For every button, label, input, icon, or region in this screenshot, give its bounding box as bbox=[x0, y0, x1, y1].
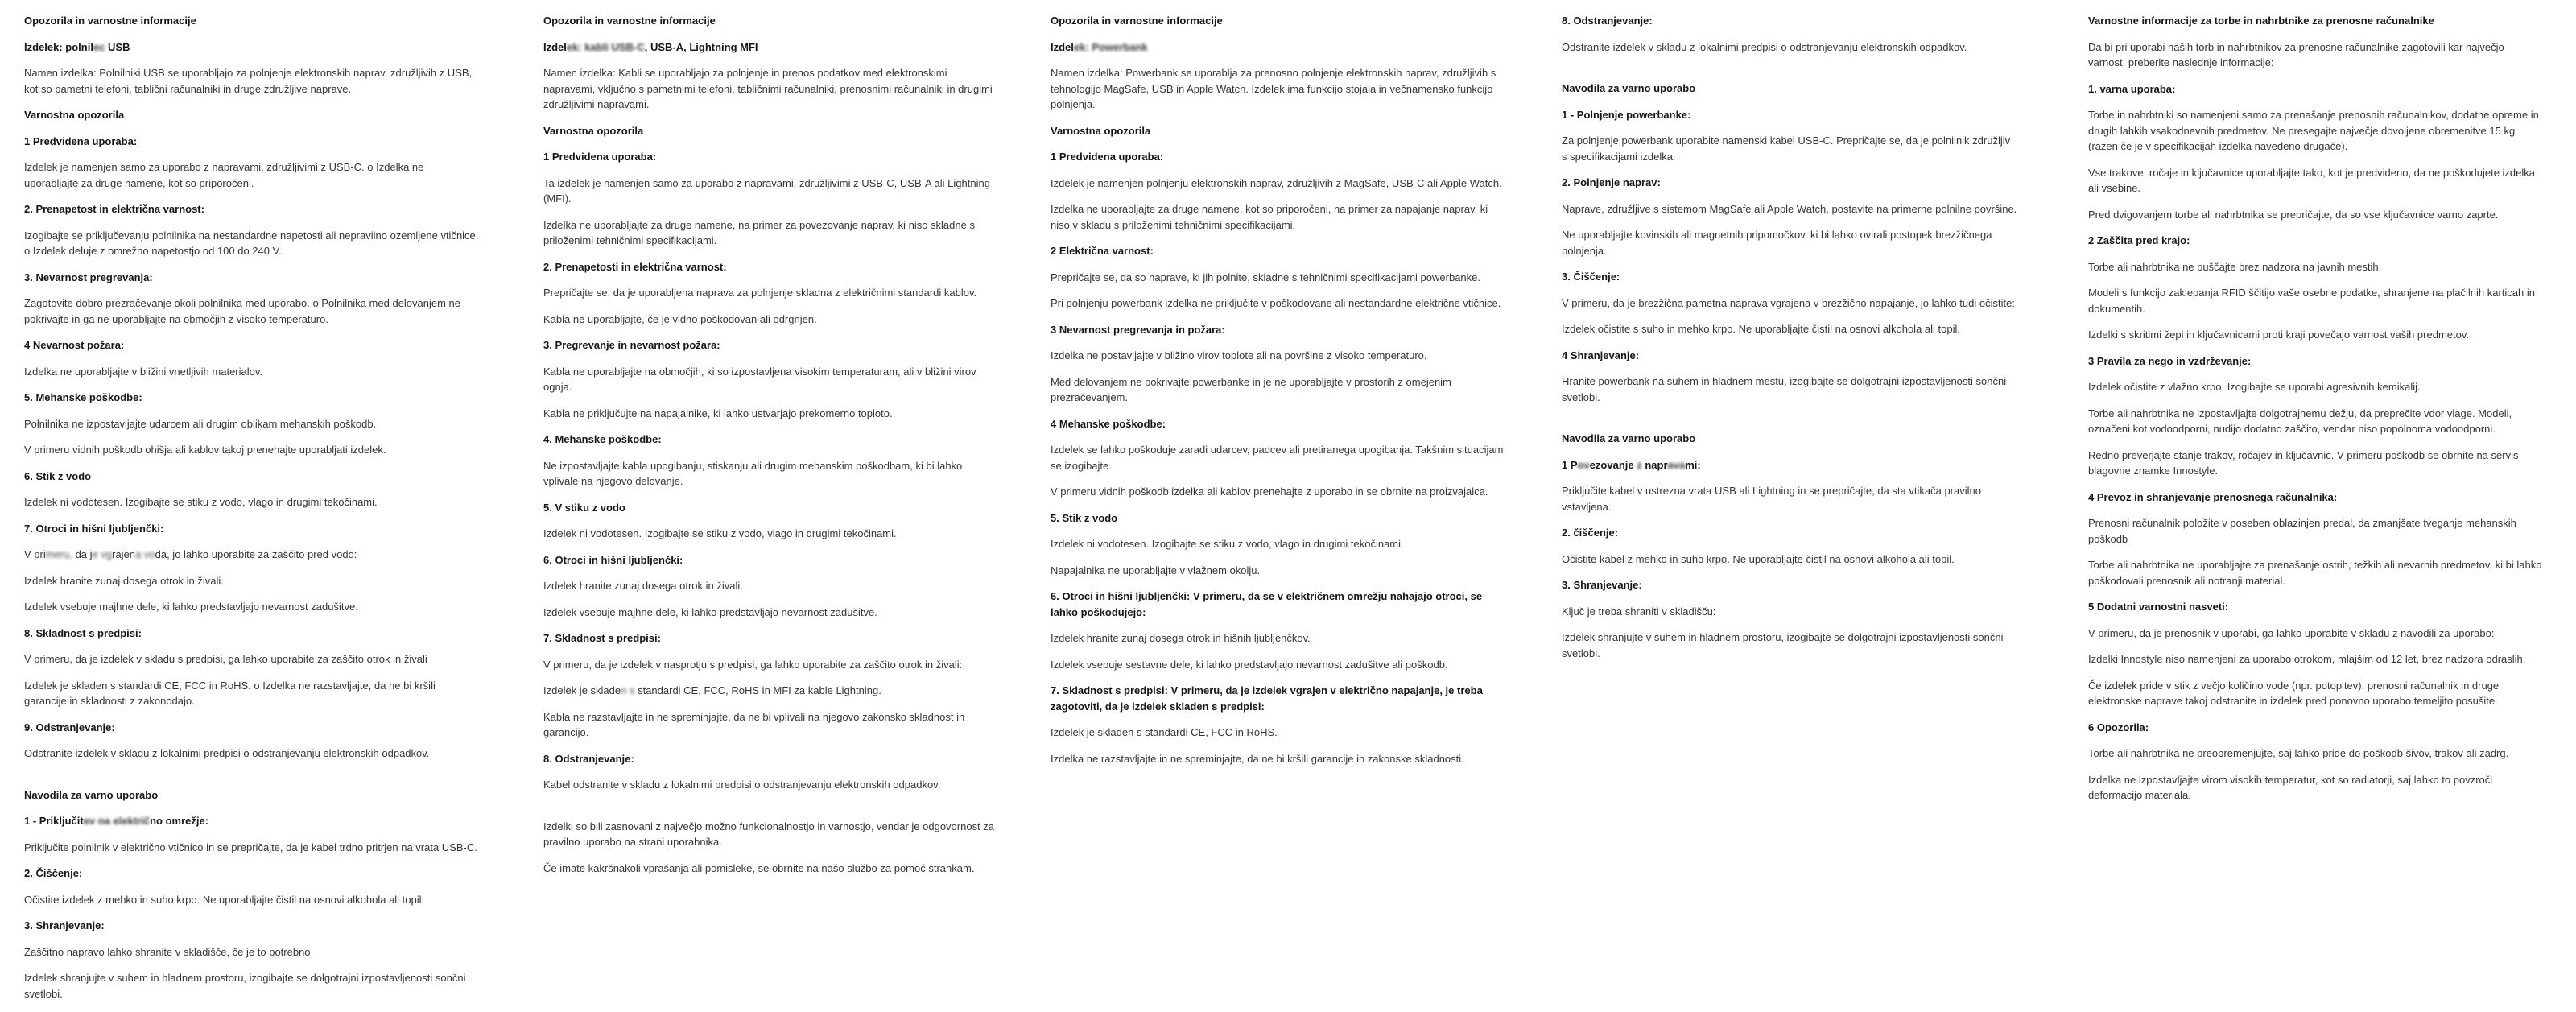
text-segment: 2. Polnjenje naprav: bbox=[1562, 176, 1661, 188]
section-heading bbox=[24, 201, 480, 217]
text-segment: 7. Skladnost s predpisi: V primeru, da je izdelek vgrajen v električno napajanje, je treba zagotoviti, da je izdelek skladen s predpisi: bbox=[1051, 684, 1483, 713]
section-heading bbox=[543, 432, 999, 448]
text-segment: Opozorila in varnostne informacije bbox=[1051, 14, 1223, 27]
paragraph bbox=[2088, 678, 2544, 709]
section-heading bbox=[1051, 322, 1506, 338]
section-heading bbox=[24, 270, 480, 286]
paragraph bbox=[24, 364, 480, 380]
paragraph bbox=[1051, 484, 1506, 500]
text-segment: Izdelka ne izpostavljajte virom visokih temperatur, kot so radiatorji, saj lahko to povzroči deformacijo materiala. bbox=[2088, 773, 2493, 801]
paragraph bbox=[1051, 725, 1506, 741]
paragraph bbox=[1562, 39, 2017, 56]
paragraph bbox=[1562, 630, 2017, 661]
section-heading bbox=[1562, 175, 2017, 191]
paragraph bbox=[1051, 751, 1506, 767]
text-segment: 6. Otroci in hišni ljubljenčki: V primeru, da se v električnem omrežju nahajajo otroci, se lahko poškodujejo: bbox=[1051, 590, 1483, 618]
text-segment: 4 Nevarnost požara: bbox=[24, 339, 125, 351]
text-segment: , USB-A, Lightning MFI bbox=[644, 40, 758, 53]
section-heading bbox=[543, 500, 999, 516]
text-segment: Ne uporabljajte kovinskih ali magnetnih pripomočkov, ki bi lahko ovirali postopek brezžičnega polnjenja. bbox=[1562, 229, 1992, 257]
paragraph bbox=[1051, 657, 1506, 673]
section-heading bbox=[1051, 123, 1506, 139]
text-segment: Izdelki so bili zasnovani z največjo možno funkcionalnostjo in varnostjo, vendar je odgovornost za pravilno uporabo na strani uporabnika. bbox=[543, 820, 995, 848]
section-spacer bbox=[1562, 65, 2017, 81]
text-segment: 5. Stik z vodo bbox=[1051, 511, 1118, 524]
blurred-text-segment: a vo bbox=[135, 548, 155, 560]
column-powerbank-cable-instructions bbox=[1562, 13, 2017, 671]
text-segment: 3. Shranjevanje: bbox=[1562, 579, 1642, 591]
text-segment: Priključite kabel v ustrezna vrata USB ali Lightning in se prepričajte, da sta vtikača pravilno vstavljena. bbox=[1562, 485, 1981, 513]
text-segment: V primeru, da je izdelek v nasprotju s predpisi, ga lahko uporabite za zaščito otrok in živali: bbox=[543, 658, 963, 671]
text-segment: 8. Odstranjevanje: bbox=[543, 752, 634, 765]
text-segment: Izdelek je namenjen samo za uporabo z napravami, združljivimi z USB-C. o Izdelka ne uporabljajte za druge namene, kot so priporočeni. bbox=[24, 161, 424, 189]
column-laptop-bags-safety bbox=[2088, 13, 2544, 814]
section-heading bbox=[24, 39, 480, 56]
text-segment: Namen izdelka: Polnilniki USB se uporabljajo za polnjenje elektronskih naprav, združljivih z USB, kot so pametni telefoni, tablični računalniki in druge združljive naprave. bbox=[24, 67, 473, 95]
section-heading bbox=[1051, 416, 1506, 432]
text-segment: 3 Nevarnost pregrevanja in požara: bbox=[1051, 323, 1225, 336]
section-heading bbox=[2088, 13, 2544, 29]
section-heading bbox=[1562, 13, 2017, 29]
paragraph bbox=[2088, 448, 2544, 479]
paragraph bbox=[2088, 515, 2544, 547]
text-segment: Izdelek hranite zunaj dosega otrok in živali. bbox=[24, 574, 224, 587]
section-heading bbox=[24, 918, 480, 934]
text-segment: no omrežje: bbox=[150, 815, 209, 827]
section-spacer bbox=[24, 772, 480, 787]
column-usb-charger-warnings bbox=[24, 13, 480, 1012]
section-heading bbox=[1051, 243, 1506, 259]
text-segment: Izdelki Innostyle niso namenjeni za uporabo otrokom, mlajšim od 12 let, brez nadzora odraslih. bbox=[2088, 653, 2526, 665]
paragraph bbox=[2088, 406, 2544, 437]
paragraph bbox=[1562, 604, 2017, 620]
text-segment: Navodila za varno uporabo bbox=[1562, 432, 1696, 444]
text-segment: Kabla ne priključujte na napajalnike, ki lahko ustvarjajo prekomerno toploto. bbox=[543, 407, 893, 419]
text-segment: 5 Dodatni varnostni nasveti: bbox=[2088, 601, 2229, 613]
paragraph bbox=[1562, 133, 2017, 164]
text-segment: Namen izdelka: Kabli se uporabljajo za polnjenje in prenos podatkov med elektronskimi napravami, vključno s pametnimi telefoni, tabličnimi računalniki, prenosnimi računalniki in drugimi združljivimi napravami. bbox=[543, 67, 993, 110]
section-heading bbox=[543, 13, 999, 29]
text-segment: Hranite powerbank na suhem in hladnem mestu, izogibajte se dolgotrajni izpostavljenosti sončni svetlobi. bbox=[1562, 375, 2007, 403]
section-heading bbox=[2088, 233, 2544, 249]
text-segment: Izdelek: polnil bbox=[24, 40, 93, 53]
paragraph bbox=[543, 364, 999, 395]
paragraph bbox=[24, 746, 480, 762]
paragraph bbox=[24, 944, 480, 960]
paragraph bbox=[543, 458, 999, 489]
text-segment: 4. Mehanske poškodbe: bbox=[543, 433, 662, 445]
text-segment: Izdelek ni vodotesen. Izogibajte se stiku z vodo, vlago in drugimi tekočinami. bbox=[1051, 538, 1404, 550]
text-segment: Namen izdelka: Powerbank se uporablja za prenosno polnjenje elektronskih naprav, združljivih s tehnologijo MagSafe, USB in Apple Watch. Izdelek ima funkcijo stojala in večnamensko funkcijo polnjenja. bbox=[1051, 67, 1496, 110]
paragraph bbox=[24, 573, 480, 589]
paragraph bbox=[1562, 321, 2017, 337]
paragraph bbox=[2088, 107, 2544, 155]
paragraph bbox=[543, 176, 999, 207]
section-heading bbox=[543, 552, 999, 568]
text-segment: Prenosni računalnik položite v poseben oblazinjen predal, da zmanjšate tveganje mehanskih poškodb bbox=[2088, 517, 2516, 545]
text-segment: 1 - Priključit bbox=[24, 815, 84, 827]
section-spacer bbox=[543, 803, 999, 819]
paragraph bbox=[1562, 483, 2017, 514]
text-segment: 2. čiščenje: bbox=[1562, 527, 1619, 539]
paragraph bbox=[543, 285, 999, 301]
text-segment: Ne izpostavljajte kabla upogibanju, stiskanju ali drugim mehanskim poškodbam, ki bi lahko vplivale na njegovo delovanje. bbox=[543, 459, 963, 487]
section-heading bbox=[2088, 489, 2544, 506]
blurred-text-segment: n s bbox=[621, 684, 635, 696]
section-heading bbox=[543, 751, 999, 767]
paragraph bbox=[2088, 327, 2544, 343]
text-segment: Izdelek ni vodotesen. Izogibajte se stiku z vodo, vlago in drugimi tekočinami. bbox=[543, 527, 897, 539]
blurred-text-segment: meru, bbox=[45, 548, 72, 560]
text-segment: 1 P bbox=[1562, 458, 1578, 471]
text-segment: Izdelek vsebuje majhne dele, ki lahko predstavljajo nevarnost zadušitve. bbox=[543, 605, 877, 618]
blurred-text-segment: ek: Powerbank bbox=[1073, 40, 1148, 53]
paragraph bbox=[543, 605, 999, 621]
text-segment: 1. varna uporaba: bbox=[2088, 82, 2176, 95]
section-heading bbox=[1562, 577, 2017, 593]
text-segment: Ključ je treba shraniti v skladišču: bbox=[1562, 605, 1716, 618]
text-segment: Torbe ali nahrbtnika ne puščajte brez nadzora na javnih mestih. bbox=[2088, 260, 2382, 273]
text-segment: ezovanje bbox=[1589, 458, 1637, 471]
text-segment: 1 - Polnjenje powerbanke: bbox=[1562, 108, 1691, 121]
text-segment: 5. Mehanske poškodbe: bbox=[24, 391, 142, 403]
text-segment: Izdelek shranjujte v suhem in hladnem prostoru, izogibajte se dolgotrajni izpostavljenosti sončni svetlobi. bbox=[24, 972, 466, 1000]
text-segment: Torbe ali nahrbtnika ne preobremenjujte, saj lahko pride do poškodb šivov, trakov ali zadrg. bbox=[2088, 747, 2509, 759]
blurred-text-segment: ek: kabli USB-C bbox=[566, 40, 645, 53]
paragraph bbox=[2088, 165, 2544, 196]
text-segment: Prepričajte se, da so naprave, ki jih polnite, skladne s tehničnimi specifikacijami powerbanke. bbox=[1051, 271, 1480, 283]
section-heading bbox=[2088, 353, 2544, 370]
text-segment: 1 Predvidena uporaba: bbox=[24, 134, 138, 147]
text-segment: V primeru, da je prenosnik v uporabi, ga lahko uporabite v skladu z navodili za uporabo: bbox=[2088, 626, 2495, 639]
paragraph bbox=[1051, 563, 1506, 579]
text-segment: Izdelek hranite zunaj dosega otrok in hišnih ljubljenčkov. bbox=[1051, 632, 1311, 644]
column-powerbank-warnings bbox=[1051, 13, 1506, 777]
text-segment: Torbe ali nahrbtnika ne izpostavljajte dolgotrajnemu dežju, da preprečite vdor vlage. Modeli, označeni kot vodoodporni, nudijo dodatno zaščito, vendar niso popolnoma vodoodporni. bbox=[2088, 407, 2512, 435]
section-heading bbox=[1562, 348, 2017, 364]
text-segment: Izogibajte se priključevanju polnilnika na nestandardne napetosti ali nepravilno ozemljene vtičnice. o Izdelek deluje z omrežno napetostjo od 100 do 240 V. bbox=[24, 229, 479, 257]
text-segment: 6. Otroci in hišni ljubljenčki: bbox=[543, 553, 683, 566]
text-segment: Navodila za varno uporabo bbox=[1562, 82, 1696, 94]
section-heading bbox=[543, 39, 999, 56]
text-segment: da, jo lahko uporabite za zaščito pred vodo: bbox=[155, 548, 357, 560]
text-segment: Izdelek je skladen s standardi CE, FCC in RoHS. o Izdelka ne razstavljajte, da ne bi kršili garancije in skladnosti z zakonodajo. bbox=[24, 679, 436, 707]
section-heading bbox=[1051, 683, 1506, 714]
text-segment: Izdelka ne postavljajte v bližino virov toplote ali na površine z visoko temperaturo. bbox=[1051, 349, 1427, 361]
section-heading bbox=[24, 865, 480, 882]
paragraph bbox=[1562, 374, 2017, 405]
text-segment: 4 Shranjevanje: bbox=[1562, 349, 1640, 361]
text-segment: V primeru, da je izdelek v skladu s predpisi, ga lahko uporabite za zaščito otrok in živali bbox=[24, 653, 427, 665]
text-segment: Kabla ne uporabljajte, če je vidno poškodovan ali odrgnjen. bbox=[543, 312, 817, 325]
text-segment: Očistite izdelek z mehko in suho krpo. Ne uporabljajte čistil na osnovi alkohola ali topil. bbox=[24, 893, 425, 906]
paragraph bbox=[543, 683, 999, 699]
text-segment: Izdelek hranite zunaj dosega otrok in živali. bbox=[543, 580, 743, 592]
paragraph bbox=[543, 217, 999, 249]
text-segment: Da bi pri uporabi naših torb in nahrbtnikov za prenosne računalnike zagotovili kar največjo varnost, preberite naslednje informacije: bbox=[2088, 40, 2504, 68]
paragraph bbox=[1051, 348, 1506, 364]
text-segment: Izdelek ni vodotesen. Izogibajte se stiku z vodo, vlago in drugimi tekočinami. bbox=[24, 496, 378, 508]
paragraph bbox=[2088, 651, 2544, 667]
text-segment: Izdelek vsebuje majhne dele, ki lahko predstavljajo nevarnost zadušitve. bbox=[24, 601, 358, 613]
paragraph bbox=[24, 494, 480, 510]
text-segment: 3 Pravila za nego in vzdrževanje: bbox=[2088, 354, 2252, 367]
text-segment: 9. Odstranjevanje: bbox=[24, 721, 115, 733]
paragraph bbox=[2088, 207, 2544, 223]
paragraph bbox=[543, 526, 999, 542]
section-heading bbox=[24, 390, 480, 406]
section-heading bbox=[543, 123, 999, 139]
text-segment: Izdelek vsebuje sestavne dele, ki lahko predstavljajo nevarnost zadušitve ali poškodb. bbox=[1051, 658, 1448, 671]
text-segment: Če imate kakršnakoli vprašanja ali pomisleke, se obrnite na našo službo za pomoč strankam. bbox=[543, 861, 975, 874]
text-segment: Varnostne informacije za torbe in nahrbtnike za prenosne računalnike bbox=[2088, 14, 2434, 27]
paragraph bbox=[543, 709, 999, 741]
text-segment: Varnostna opozorila bbox=[24, 109, 125, 121]
text-segment: Varnostna opozorila bbox=[1051, 124, 1151, 137]
text-segment: 1 Predvidena uporaba: bbox=[1051, 151, 1164, 163]
paragraph bbox=[1562, 227, 2017, 258]
paragraph bbox=[1051, 295, 1506, 312]
section-heading bbox=[1051, 13, 1506, 29]
text-segment: Torbe in nahrbtniki so namenjeni samo za prenašanje prenosnih računalnikov, dodatne opreme in drugih lahkih vsakodnevnih predmetov. Ne presegajte največje dovoljene obremenitve 15 kg (razen če je v specifikacijah izdelka navedeno drugače). bbox=[2088, 109, 2539, 152]
text-segment: Kabla ne uporabljajte na območjih, ki so izpostavljena visokim temperaturam, ali v bližini virov ognja. bbox=[543, 365, 976, 393]
text-segment: da j bbox=[72, 548, 93, 560]
paragraph bbox=[1562, 295, 2017, 312]
text-segment: Opozorila in varnostne informacije bbox=[543, 14, 716, 27]
paragraph bbox=[1562, 201, 2017, 217]
text-segment: 4 Mehanske poškodbe: bbox=[1051, 417, 1166, 430]
text-segment: 2 Električna varnost: bbox=[1051, 245, 1154, 257]
text-segment: 8. Odstranjevanje: bbox=[1562, 14, 1653, 27]
text-segment: Izdelka ne razstavljajte in ne spreminjajte, da ne bi kršili garancije in zakonske skladnosti. bbox=[1051, 752, 1464, 765]
text-segment: 5. V stiku z vodo bbox=[543, 501, 625, 514]
paragraph bbox=[2088, 379, 2544, 395]
text-segment: Prepričajte se, da je uporabljena naprava za polnjenje skladna z električnimi standardi kablov. bbox=[543, 287, 977, 299]
section-heading bbox=[24, 626, 480, 642]
text-segment: Opozorila in varnostne informacije bbox=[24, 14, 196, 27]
blurred-text-segment: ec bbox=[93, 40, 105, 53]
text-segment: Polnilnika ne izpostavljajte udarcem ali drugim oblikam mehanskih poškodb. bbox=[24, 417, 377, 430]
text-segment: Varnostna opozorila bbox=[543, 124, 644, 137]
section-heading bbox=[2088, 599, 2544, 615]
text-segment: 8. Skladnost s predpisi: bbox=[24, 626, 142, 639]
text-segment: 3. Čiščenje: bbox=[1562, 271, 1620, 283]
text-segment: Izdelek je sklade bbox=[543, 684, 621, 696]
text-segment: Ta izdelek je namenjen samo za uporabo z napravami, združljivimi z USB-C, USB-A ali Lightning (MFI). bbox=[543, 176, 990, 204]
text-segment: Naprave, združljive s sistemom MagSafe ali Apple Watch, postavite na primerne polnilne površine. bbox=[1562, 202, 2017, 215]
text-segment: rajen bbox=[112, 548, 136, 560]
section-heading bbox=[1562, 431, 2017, 447]
text-segment: 6 Opozorila: bbox=[2088, 721, 2149, 733]
text-segment: Modeli s funkcijo zaklepanja RFID ščitijo vaše osebne podatke, shranjene na plačilnih karticah in dokumentih. bbox=[2088, 287, 2535, 315]
section-heading bbox=[1051, 510, 1506, 527]
section-heading bbox=[24, 134, 480, 150]
text-segment: 1 Predvidena uporaba: bbox=[543, 151, 657, 163]
text-segment: napr bbox=[1641, 458, 1668, 471]
section-heading bbox=[1051, 589, 1506, 620]
text-segment: Redno preverjajte stanje trakov, ročajev in ključavnic. V primeru poškodb se obrnite na servis blagovne znamke Innostyle. bbox=[2088, 448, 2519, 477]
text-segment: 3. Shranjevanje: bbox=[24, 919, 105, 931]
section-heading bbox=[2088, 720, 2544, 736]
paragraph bbox=[24, 840, 480, 856]
section-heading bbox=[1562, 107, 2017, 123]
text-segment: Torbe ali nahrbtnika ne uporabljajte za prenašanje ostrih, težkih ali nevarnih predmetov, ki bi lahko poškodovali prenosnik ali notranji material. bbox=[2088, 559, 2542, 587]
text-segment: Kabel odstranite v skladu z lokalnimi predpisi o odstranjevanju elektronskih odpadkov. bbox=[543, 779, 941, 791]
text-segment: 4 Prevoz in shranjevanje prenosnega računalnika: bbox=[2088, 490, 2338, 503]
section-heading bbox=[24, 107, 480, 123]
text-segment: Izdelka ne uporabljajte za druge namene, kot so priporočeni, na primer za napajanje naprav, ki niso v skladu s priloženimi tehničnimi specifikacijami. bbox=[1051, 203, 1488, 231]
text-segment: Izdelek očistite z vlažno krpo. Izogibajte se uporabi agresivnih kemikalij. bbox=[2088, 381, 2421, 393]
text-segment: Zaščitno napravo lahko shranite v skladišče, če je to potrebno bbox=[24, 945, 311, 958]
section-heading bbox=[24, 720, 480, 736]
paragraph bbox=[2088, 39, 2544, 71]
text-segment: 2. Prenapetosti in električna varnost: bbox=[543, 260, 727, 273]
section-heading bbox=[24, 469, 480, 485]
blurred-text-segment: z bbox=[1637, 458, 1642, 471]
paragraph bbox=[1051, 270, 1506, 286]
section-heading bbox=[543, 149, 999, 165]
paragraph bbox=[24, 65, 480, 97]
section-heading bbox=[24, 521, 480, 537]
text-segment: V primeru vidnih poškodb izdelka ali kablov prenehajte z uporabo in se obrnite na proizvajalca. bbox=[1051, 485, 1488, 498]
paragraph bbox=[2088, 259, 2544, 275]
paragraph bbox=[24, 442, 480, 458]
paragraph bbox=[2088, 626, 2544, 642]
paragraph bbox=[1051, 630, 1506, 646]
section-heading bbox=[1562, 457, 2017, 473]
paragraph bbox=[24, 651, 480, 667]
text-segment: Za polnjenje powerbank uporabite namenski kabel USB-C. Prepričajte se, da je polnilnik združljiv s specifikacijami izdelka. bbox=[1562, 134, 2011, 163]
text-segment: Vse trakove, ročaje in ključavnice uporabljajte tako, kot je predvideno, da ne poškodujete izdelka ali vsebine. bbox=[2088, 166, 2536, 194]
text-segment: Priključite polnilnik v električno vtičnico in se prepričajte, da je kabel trdno pritrjen na vrata USB-C. bbox=[24, 841, 477, 853]
paragraph bbox=[1051, 65, 1506, 113]
blurred-text-segment: ava bbox=[1667, 458, 1686, 471]
text-segment: Pri polnjenju powerbank izdelka ne priključite v poškodovane ali nestandardne električne vtičnice. bbox=[1051, 297, 1501, 309]
text-segment: Izdelek se lahko poškoduje zaradi udarcev, padcev ali pretiranega upogibanja. Takšnim situacijam se izogibajte. bbox=[1051, 444, 1504, 472]
section-heading bbox=[24, 813, 480, 829]
paragraph bbox=[543, 406, 999, 422]
paragraph bbox=[1051, 442, 1506, 473]
paragraph bbox=[1051, 536, 1506, 552]
text-segment: Izdelka ne uporabljajte za druge namene, na primer za povezovanje naprav, ki niso skladne s priloženimi tehničnimi specifikacijami. bbox=[543, 218, 975, 246]
paragraph bbox=[24, 678, 480, 709]
text-segment: Izdelka ne uporabljajte v bližini vnetljivih materialov. bbox=[24, 365, 263, 378]
text-segment: Izdelek shranjujte v suhem in hladnem prostoru, izogibajte se dolgotrajni izpostavljenosti sončni svetlobi. bbox=[1562, 631, 2004, 659]
paragraph bbox=[24, 228, 480, 259]
text-segment: 6. Stik z vodo bbox=[24, 469, 92, 482]
paragraph bbox=[1051, 176, 1506, 192]
text-segment: Očistite kabel z mehko in suho krpo. Ne uporabljajte čistil na osnovi alkohola ali topil. bbox=[1562, 552, 1955, 565]
text-segment: Pred dvigovanjem torbe ali nahrbtnika se prepričajte, da so vse ključavnice varno zaprte. bbox=[2088, 208, 2499, 221]
section-heading bbox=[543, 630, 999, 646]
text-segment: Napajalnika ne uporabljajte v vlažnem okolju. bbox=[1051, 564, 1261, 576]
text-segment: Med delovanjem ne pokrivajte powerbanke in je ne uporabljajte v prostorih z omejenim prezračevanjem. bbox=[1051, 375, 1451, 403]
text-segment: Izdelek očistite s suho in mehko krpo. Ne uporabljajte čistil na osnovi alkohola ali topil. bbox=[1562, 323, 1960, 335]
text-segment: Odstranite izdelek v skladu z lokalnimi predpisi o odstranjevanju elektronskih odpadkov. bbox=[1562, 40, 1967, 53]
section-heading bbox=[1562, 81, 2017, 97]
text-segment: V pri bbox=[24, 548, 46, 560]
text-segment: Če izdelek pride v stik z večjo količino vode (npr. potopitev), prenosni računalnik in druge elektronske naprave takoj odstranite in izdelek pred ponovno uporabo temeljito posušite. bbox=[2088, 679, 2500, 707]
text-segment: 7. Otroci in hišni ljubljenčki: bbox=[24, 522, 164, 535]
blurred-text-segment: ev na električ bbox=[83, 815, 151, 827]
text-segment: Izdel bbox=[1051, 40, 1074, 53]
paragraph bbox=[24, 295, 480, 327]
text-segment: 2. Prenapetost in električna varnost: bbox=[24, 203, 204, 215]
paragraph bbox=[2088, 557, 2544, 589]
paragraph bbox=[24, 599, 480, 615]
paragraph bbox=[24, 159, 480, 191]
section-heading bbox=[2088, 81, 2544, 97]
text-segment: USB bbox=[105, 40, 130, 53]
section-heading bbox=[1562, 269, 2017, 285]
text-segment: 3. Nevarnost pregrevanja: bbox=[24, 271, 153, 283]
section-heading bbox=[24, 13, 480, 29]
paragraph bbox=[543, 861, 999, 877]
paragraph bbox=[543, 65, 999, 113]
text-segment: 2. Čiščenje: bbox=[24, 867, 83, 879]
paragraph bbox=[24, 547, 480, 563]
text-segment: Izdelki s skritimi žepi in ključavnicami proti kraji povečajo varnost vaših predmetov. bbox=[2088, 328, 2469, 341]
paragraph bbox=[543, 578, 999, 594]
paragraph bbox=[1051, 201, 1506, 233]
section-heading bbox=[1051, 149, 1506, 165]
section-heading bbox=[24, 337, 480, 353]
text-segment: Zagotovite dobro prezračevanje okoli polnilnika med uporabo. o Polnilnika med delovanjem ne pokrivajte in ga ne uporabljajte na območjih z visoko temperaturo. bbox=[24, 297, 460, 325]
paragraph bbox=[1562, 551, 2017, 568]
text-segment: 2 Zaščita pred krajo: bbox=[2088, 234, 2190, 246]
blurred-text-segment: e vg bbox=[92, 548, 113, 560]
paragraph bbox=[24, 416, 480, 432]
paragraph bbox=[2088, 772, 2544, 803]
text-segment: mi: bbox=[1685, 458, 1701, 471]
paragraph bbox=[543, 777, 999, 793]
paragraph bbox=[543, 819, 999, 850]
paragraph bbox=[24, 892, 480, 908]
text-segment: Izdelek je namenjen polnjenju elektronskih naprav, združljivih z MagSafe, USB-C ali Apple Watch. bbox=[1051, 176, 1502, 189]
text-segment: 7. Skladnost s predpisi: bbox=[543, 632, 661, 644]
paragraph bbox=[543, 657, 999, 673]
text-segment: V primeru, da je brezžična pametna naprava vgrajena v brezžično napajanje, jo lahko tudi očistite: bbox=[1562, 296, 2015, 309]
section-heading bbox=[1051, 39, 1506, 56]
section-heading bbox=[543, 337, 999, 353]
text-segment: Kabla ne razstavljajte in ne spreminjajte, da ne bi vplivali na njegovo zakonsko skladnost in garancijo. bbox=[543, 710, 965, 738]
text-segment: Odstranite izdelek v skladu z lokalnimi predpisi o odstranjevanju elektronskih odpadkov. bbox=[24, 747, 430, 759]
blurred-text-segment: ov bbox=[1577, 458, 1590, 471]
text-segment: 3. Pregrevanje in nevarnost požara: bbox=[543, 339, 720, 351]
text-segment: standardi CE, FCC, RoHS in MFI za kable Lightning. bbox=[634, 684, 881, 696]
paragraph bbox=[2088, 285, 2544, 316]
paragraph bbox=[2088, 746, 2544, 762]
text-segment: V primeru vidnih poškodb ohišja ali kablov takoj prenehajte uporabljati izdelek. bbox=[24, 444, 386, 456]
paragraph bbox=[24, 970, 480, 1002]
section-heading bbox=[24, 787, 480, 803]
text-segment: Izdel bbox=[543, 40, 567, 53]
section-spacer bbox=[1562, 415, 2017, 431]
column-usb-cables-warnings bbox=[543, 13, 999, 886]
text-segment: Izdelek je skladen s standardi CE, FCC in RoHS. bbox=[1051, 726, 1278, 738]
paragraph bbox=[543, 312, 999, 328]
paragraph bbox=[1051, 374, 1506, 406]
section-heading bbox=[543, 259, 999, 275]
text-segment: Navodila za varno uporabo bbox=[24, 788, 159, 801]
section-heading bbox=[1562, 525, 2017, 541]
